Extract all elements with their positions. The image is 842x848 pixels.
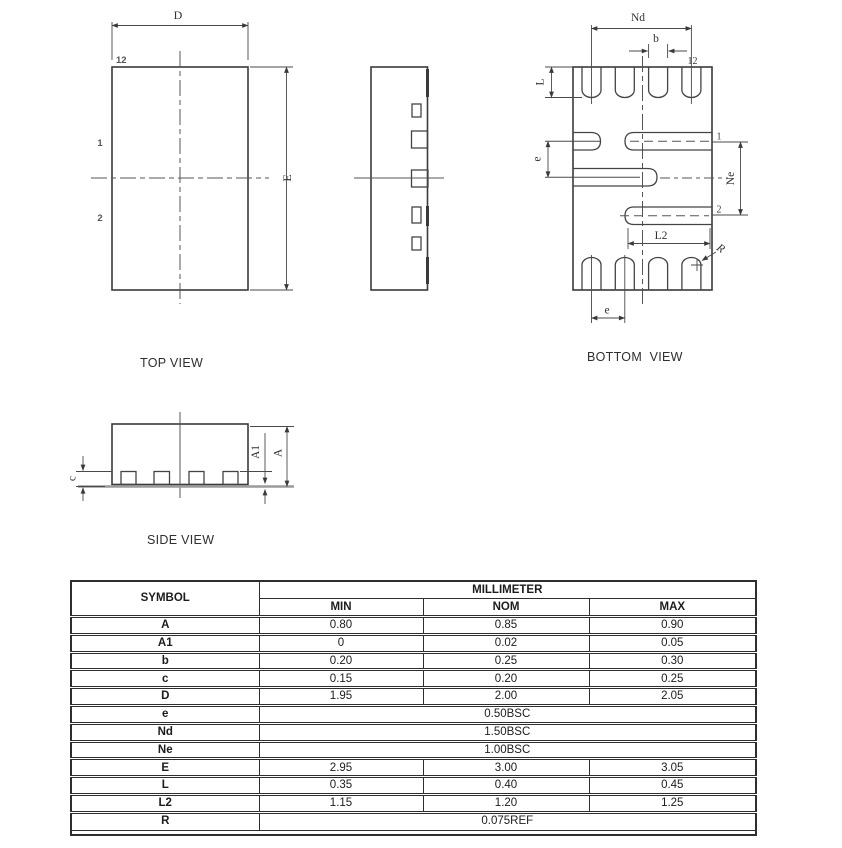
bottom-view-title: BOTTOM VIEW (587, 350, 683, 364)
table-cell-nom: 0.20 (423, 670, 589, 688)
dimension-label-d: D (173, 8, 183, 22)
table-header-symbol: SYMBOL (71, 581, 259, 617)
dimension-label-ne: Ne (725, 171, 737, 186)
table-cell-symbol: E (71, 759, 259, 777)
table-cell-span-value: 0.50BSC (259, 706, 756, 724)
dimension-label-a1: A1 (250, 444, 262, 460)
dimension-L (535, 67, 583, 98)
table-header-min: MIN (259, 599, 423, 617)
table-cell-min: 0.35 (259, 777, 423, 795)
table-cell-max: 0.25 (589, 670, 756, 688)
table-row (71, 723, 756, 741)
table-cell-symbol: L (71, 777, 259, 795)
table-row (71, 795, 756, 813)
table-cell-span-value: 0.075REF (259, 812, 756, 830)
table-cell-nom: 0.40 (423, 777, 589, 795)
table-cell-min: 0 (259, 634, 423, 652)
dimension-c (67, 456, 113, 501)
table-cell-max: 0.45 (589, 777, 756, 795)
bottom-view-pin1-label: 1 (716, 131, 722, 143)
bottom-view-top-pads (582, 67, 701, 98)
table-row (71, 652, 756, 670)
bottom-view-bottom-pads (582, 258, 701, 290)
table-cell-nom: 3.00 (423, 759, 589, 777)
dimension-label-c: c (66, 475, 79, 482)
end-view-side-pads (412, 104, 429, 250)
table-row (71, 812, 756, 830)
table-cell-symbol: Ne (71, 741, 259, 759)
table-cell-min: 1.15 (259, 795, 423, 813)
bottom-view-pin2-label: 2 (716, 204, 722, 216)
dimension-label-l: L (534, 78, 547, 86)
dimension-e-bottom (592, 255, 625, 323)
dimension-Nd (592, 12, 692, 104)
table-cell-max: 0.90 (589, 617, 756, 635)
table-cell-nom: 0.25 (423, 652, 589, 670)
side-view-title: SIDE VIEW (147, 533, 215, 547)
table-header-unit: MILLIMETER (259, 581, 756, 599)
table-cell-symbol: A (71, 617, 259, 635)
top-view (91, 8, 294, 304)
dimension-label-nd: Nd (630, 12, 646, 24)
dimension-A1 (240, 433, 272, 504)
table-row (71, 741, 756, 759)
table-cell-symbol: A1 (71, 634, 259, 652)
table-row (71, 777, 756, 795)
dimension-table (70, 580, 757, 836)
table-cell-min: 0.20 (259, 652, 423, 670)
table-cell-symbol: D (71, 688, 259, 706)
table-cell-nom: 0.02 (423, 634, 589, 652)
table-header-row-1 (71, 581, 756, 599)
table-cell-max: 3.05 (589, 759, 756, 777)
table-cell-symbol: c (71, 670, 259, 688)
table-cell-max: 0.30 (589, 652, 756, 670)
bottom-view (532, 12, 749, 323)
table-cell-nom: 2.00 (423, 688, 589, 706)
table-header-nom: NOM (423, 599, 589, 617)
bottom-view-pin12-label: 12 (687, 56, 698, 67)
table-cell-max: 2.05 (589, 688, 756, 706)
table-row (71, 759, 756, 777)
table-cell-min: 2.95 (259, 759, 423, 777)
dimension-label-a: A (272, 448, 285, 458)
table-row (71, 617, 756, 635)
table-cell-max: 0.05 (589, 634, 756, 652)
table-cell-max: 1.25 (589, 795, 756, 813)
dimension-R (691, 241, 727, 271)
top-view-pin12-label: 12 (116, 55, 127, 66)
table-row (71, 688, 756, 706)
dimension-label-l2: L2 (654, 230, 668, 242)
dimension-label-e-bottom: e (604, 304, 610, 317)
side-view (67, 412, 295, 504)
dimension-L2 (628, 228, 710, 249)
table-bottom-spacer (71, 830, 756, 835)
table-cell-span-value: 1.50BSC (259, 723, 756, 741)
table-cell-min: 0.15 (259, 670, 423, 688)
table-cell-span-value: 1.00BSC (259, 741, 756, 759)
table-cell-symbol: R (71, 812, 259, 830)
table-row (71, 634, 756, 652)
end-view (354, 67, 444, 290)
table-header-max: MAX (589, 599, 756, 617)
dimension-label-e-left: e (531, 156, 544, 162)
top-view-title: TOP VIEW (140, 356, 204, 370)
dimension-label-b: b (653, 33, 659, 45)
dimension-label-r: R (714, 241, 727, 256)
dimension-label-e: E (280, 174, 294, 182)
table-cell-symbol: Nd (71, 723, 259, 741)
top-view-pin1-label: 1 (97, 138, 103, 149)
top-view-pin2-label: 2 (97, 213, 103, 224)
dimension-e-left (532, 141, 641, 177)
table-cell-min: 0.80 (259, 617, 423, 635)
table-cell-symbol: b (71, 652, 259, 670)
table-row (71, 706, 756, 724)
table-row (71, 670, 756, 688)
table-cell-symbol: L2 (71, 795, 259, 813)
table-cell-min: 1.95 (259, 688, 423, 706)
table-cell-nom: 0.85 (423, 617, 589, 635)
dimension-b (629, 33, 687, 58)
table-cell-nom: 1.20 (423, 795, 589, 813)
table-cell-symbol: e (71, 706, 259, 724)
